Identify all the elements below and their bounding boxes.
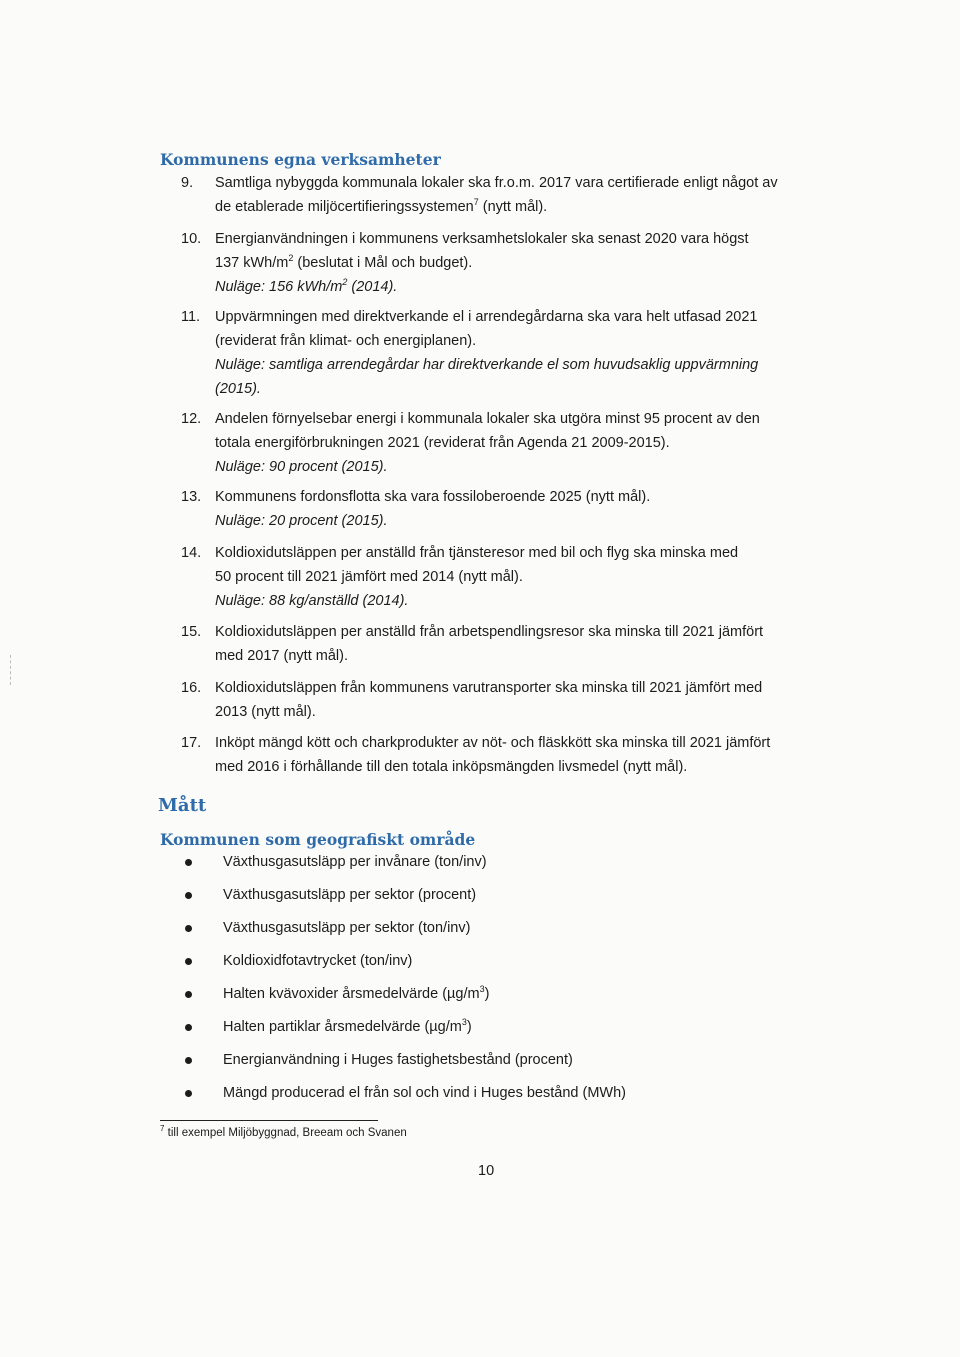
measure-text	[223, 1016, 472, 1040]
measure-text	[223, 851, 487, 875]
goal-number: 12.	[181, 411, 202, 427]
footnote-mark: 7	[160, 1124, 165, 1133]
goal-line	[215, 645, 835, 669]
line-text: Nuläge: samtliga arrendegårdar har direktverkande el som huvudsaklig uppvärmning	[215, 357, 759, 373]
superscript: 2	[342, 277, 348, 287]
bullet-icon	[185, 925, 192, 932]
goal-line	[215, 677, 835, 701]
measure-text	[223, 983, 489, 1007]
measure-text	[223, 917, 470, 941]
goal-number: 10.	[181, 231, 202, 247]
superscript: 7	[473, 197, 479, 207]
line-text: Kommunens fordonsflotta ska vara fossiloberoende 2025 (nytt mål).	[215, 489, 651, 505]
page-number: 10	[478, 1163, 495, 1179]
footnote-text: till exempel Miljöbyggnad, Breeam och Svanen	[167, 1127, 407, 1139]
goal-number: 11.	[181, 309, 201, 325]
line-text: Växthusgasutsläpp per sektor (procent)	[223, 887, 477, 903]
footnote	[160, 1124, 407, 1139]
goal-line	[215, 756, 835, 780]
goal-line	[215, 330, 835, 354]
measure-item	[0, 1016, 800, 1040]
measure-text	[223, 950, 412, 974]
line-text: Nuläge: 88 kg/anställd (2014).	[215, 593, 409, 609]
goal-line	[215, 621, 835, 645]
line-text: (2015).	[215, 381, 261, 397]
goal-status-line	[215, 510, 835, 534]
line-text: Koldioxidutsläppen från kommunens varutransporter ska minska till 2021 jämfört med	[215, 680, 763, 696]
line-text: Växthusgasutsläpp per invånare (ton/inv)	[223, 854, 487, 870]
superscript: 3	[461, 1017, 467, 1027]
scan-edge-mark	[10, 655, 12, 685]
bullet-icon	[185, 1024, 192, 1031]
measure-item	[0, 983, 800, 1007]
bullet-icon	[185, 892, 192, 899]
measure-item	[0, 1082, 800, 1106]
line-text: Nuläge: 156 kWh/m	[215, 279, 343, 295]
line-text: Halten partiklar årsmedelvärde (µg/m	[223, 1019, 462, 1035]
line-text: de etablerade miljöcertifieringssystemen	[215, 199, 474, 215]
line-text: Koldioxidfotavtrycket (ton/inv)	[223, 953, 413, 969]
line-text: Uppvärmningen med direktverkande el i arrendegårdarna ska vara helt utfasad 2021	[215, 309, 758, 325]
superscript: 3	[479, 984, 485, 994]
goal-number: 14.	[181, 545, 202, 561]
goal-status-line	[215, 354, 835, 378]
line-text: totala energiförbrukningen 2021 (reviderat från Agenda 21 2009-2015).	[215, 435, 670, 451]
goal-line	[215, 732, 835, 756]
goal-line	[215, 408, 835, 432]
measure-item	[0, 950, 800, 974]
line-text-after: (beslutat i Mål och budget).	[293, 255, 473, 271]
line-text: Andelen förnyelsebar energi i kommunala lokaler ska utgöra minst 95 procent av den	[215, 411, 760, 427]
line-text-after: (2014).	[347, 279, 398, 295]
goal-number: 9.	[181, 175, 194, 191]
goal-number: 13.	[181, 489, 202, 505]
line-text: Koldioxidutsläppen per anställd från tjänsteresor med bil och flyg ska minska med	[215, 545, 739, 561]
bullet-icon	[185, 991, 192, 998]
line-text-after: (nytt mål).	[478, 199, 548, 215]
line-text: med 2017 (nytt mål).	[215, 648, 348, 664]
line-text: (reviderat från klimat- och energiplanen).	[215, 333, 477, 349]
line-text: 137 kWh/m	[215, 255, 289, 271]
superscript: 2	[288, 253, 294, 263]
bullet-icon	[185, 859, 192, 866]
bullet-icon	[185, 1057, 192, 1064]
measure-text	[223, 1049, 573, 1073]
line-text: med 2016 i förhållande till den totala inköpsmängden livsmedel (nytt mål).	[215, 759, 688, 775]
bullet-icon	[185, 1090, 192, 1097]
goal-line	[215, 196, 835, 220]
goal-line	[215, 486, 835, 510]
goal-line	[215, 306, 835, 330]
measure-item	[0, 917, 800, 941]
measure-item	[0, 1049, 800, 1073]
bullet-icon	[185, 958, 192, 965]
line-text: Halten kvävoxider årsmedelvärde (µg/m	[223, 986, 480, 1002]
goal-line	[215, 566, 835, 590]
line-text: Koldioxidutsläppen per anställd från arbetspendlingsresor ska minska till 2021 jämfört	[215, 624, 764, 640]
line-text: Samtliga nybyggda kommunala lokaler ska fr.o.m. 2017 vara certifierade enligt något av	[215, 175, 778, 191]
geo-heading: Kommunen som geografiskt område	[160, 830, 476, 849]
line-text-after: )	[484, 986, 490, 1002]
goal-line	[215, 701, 835, 725]
goal-status-line	[215, 590, 835, 614]
line-text: 2013 (nytt mål).	[215, 704, 316, 720]
section-heading: Kommunens egna verksamheter	[160, 150, 441, 169]
measure-item	[0, 851, 800, 875]
goal-status-line	[215, 456, 835, 480]
goal-number: 16.	[181, 680, 202, 696]
line-text: Energianvändningen i kommunens verksamhetslokaler ska senast 2020 vara högst	[215, 231, 749, 247]
goal-line	[215, 228, 835, 252]
line-text: Nuläge: 20 procent (2015).	[215, 513, 388, 529]
goal-line	[215, 252, 835, 276]
line-text: 50 procent till 2021 jämfört med 2014 (nytt mål).	[215, 569, 523, 585]
line-text: Inköpt mängd kött och charkprodukter av nöt- och fläskkött ska minska till 2021 jämfört	[215, 735, 771, 751]
matt-heading: Mått	[158, 795, 207, 816]
measure-text	[223, 884, 476, 908]
goal-status-line	[215, 276, 835, 300]
goal-number: 15.	[181, 624, 202, 640]
line-text: Energianvändning i Huges fastighetsbestånd (procent)	[223, 1052, 573, 1068]
line-text: Växthusgasutsläpp per sektor (ton/inv)	[223, 920, 471, 936]
goal-line	[215, 432, 835, 456]
line-text-after: )	[466, 1019, 472, 1035]
line-text: Mängd producerad el från sol och vind i Huges bestånd (MWh)	[223, 1085, 626, 1101]
line-text: Nuläge: 90 procent (2015).	[215, 459, 388, 475]
measure-text	[223, 1082, 626, 1106]
goal-status-line	[215, 378, 835, 402]
measure-item	[0, 884, 800, 908]
goal-line	[215, 172, 835, 196]
goal-number: 17.	[181, 735, 202, 751]
footnote-rule	[160, 1120, 378, 1121]
goal-line	[215, 542, 835, 566]
